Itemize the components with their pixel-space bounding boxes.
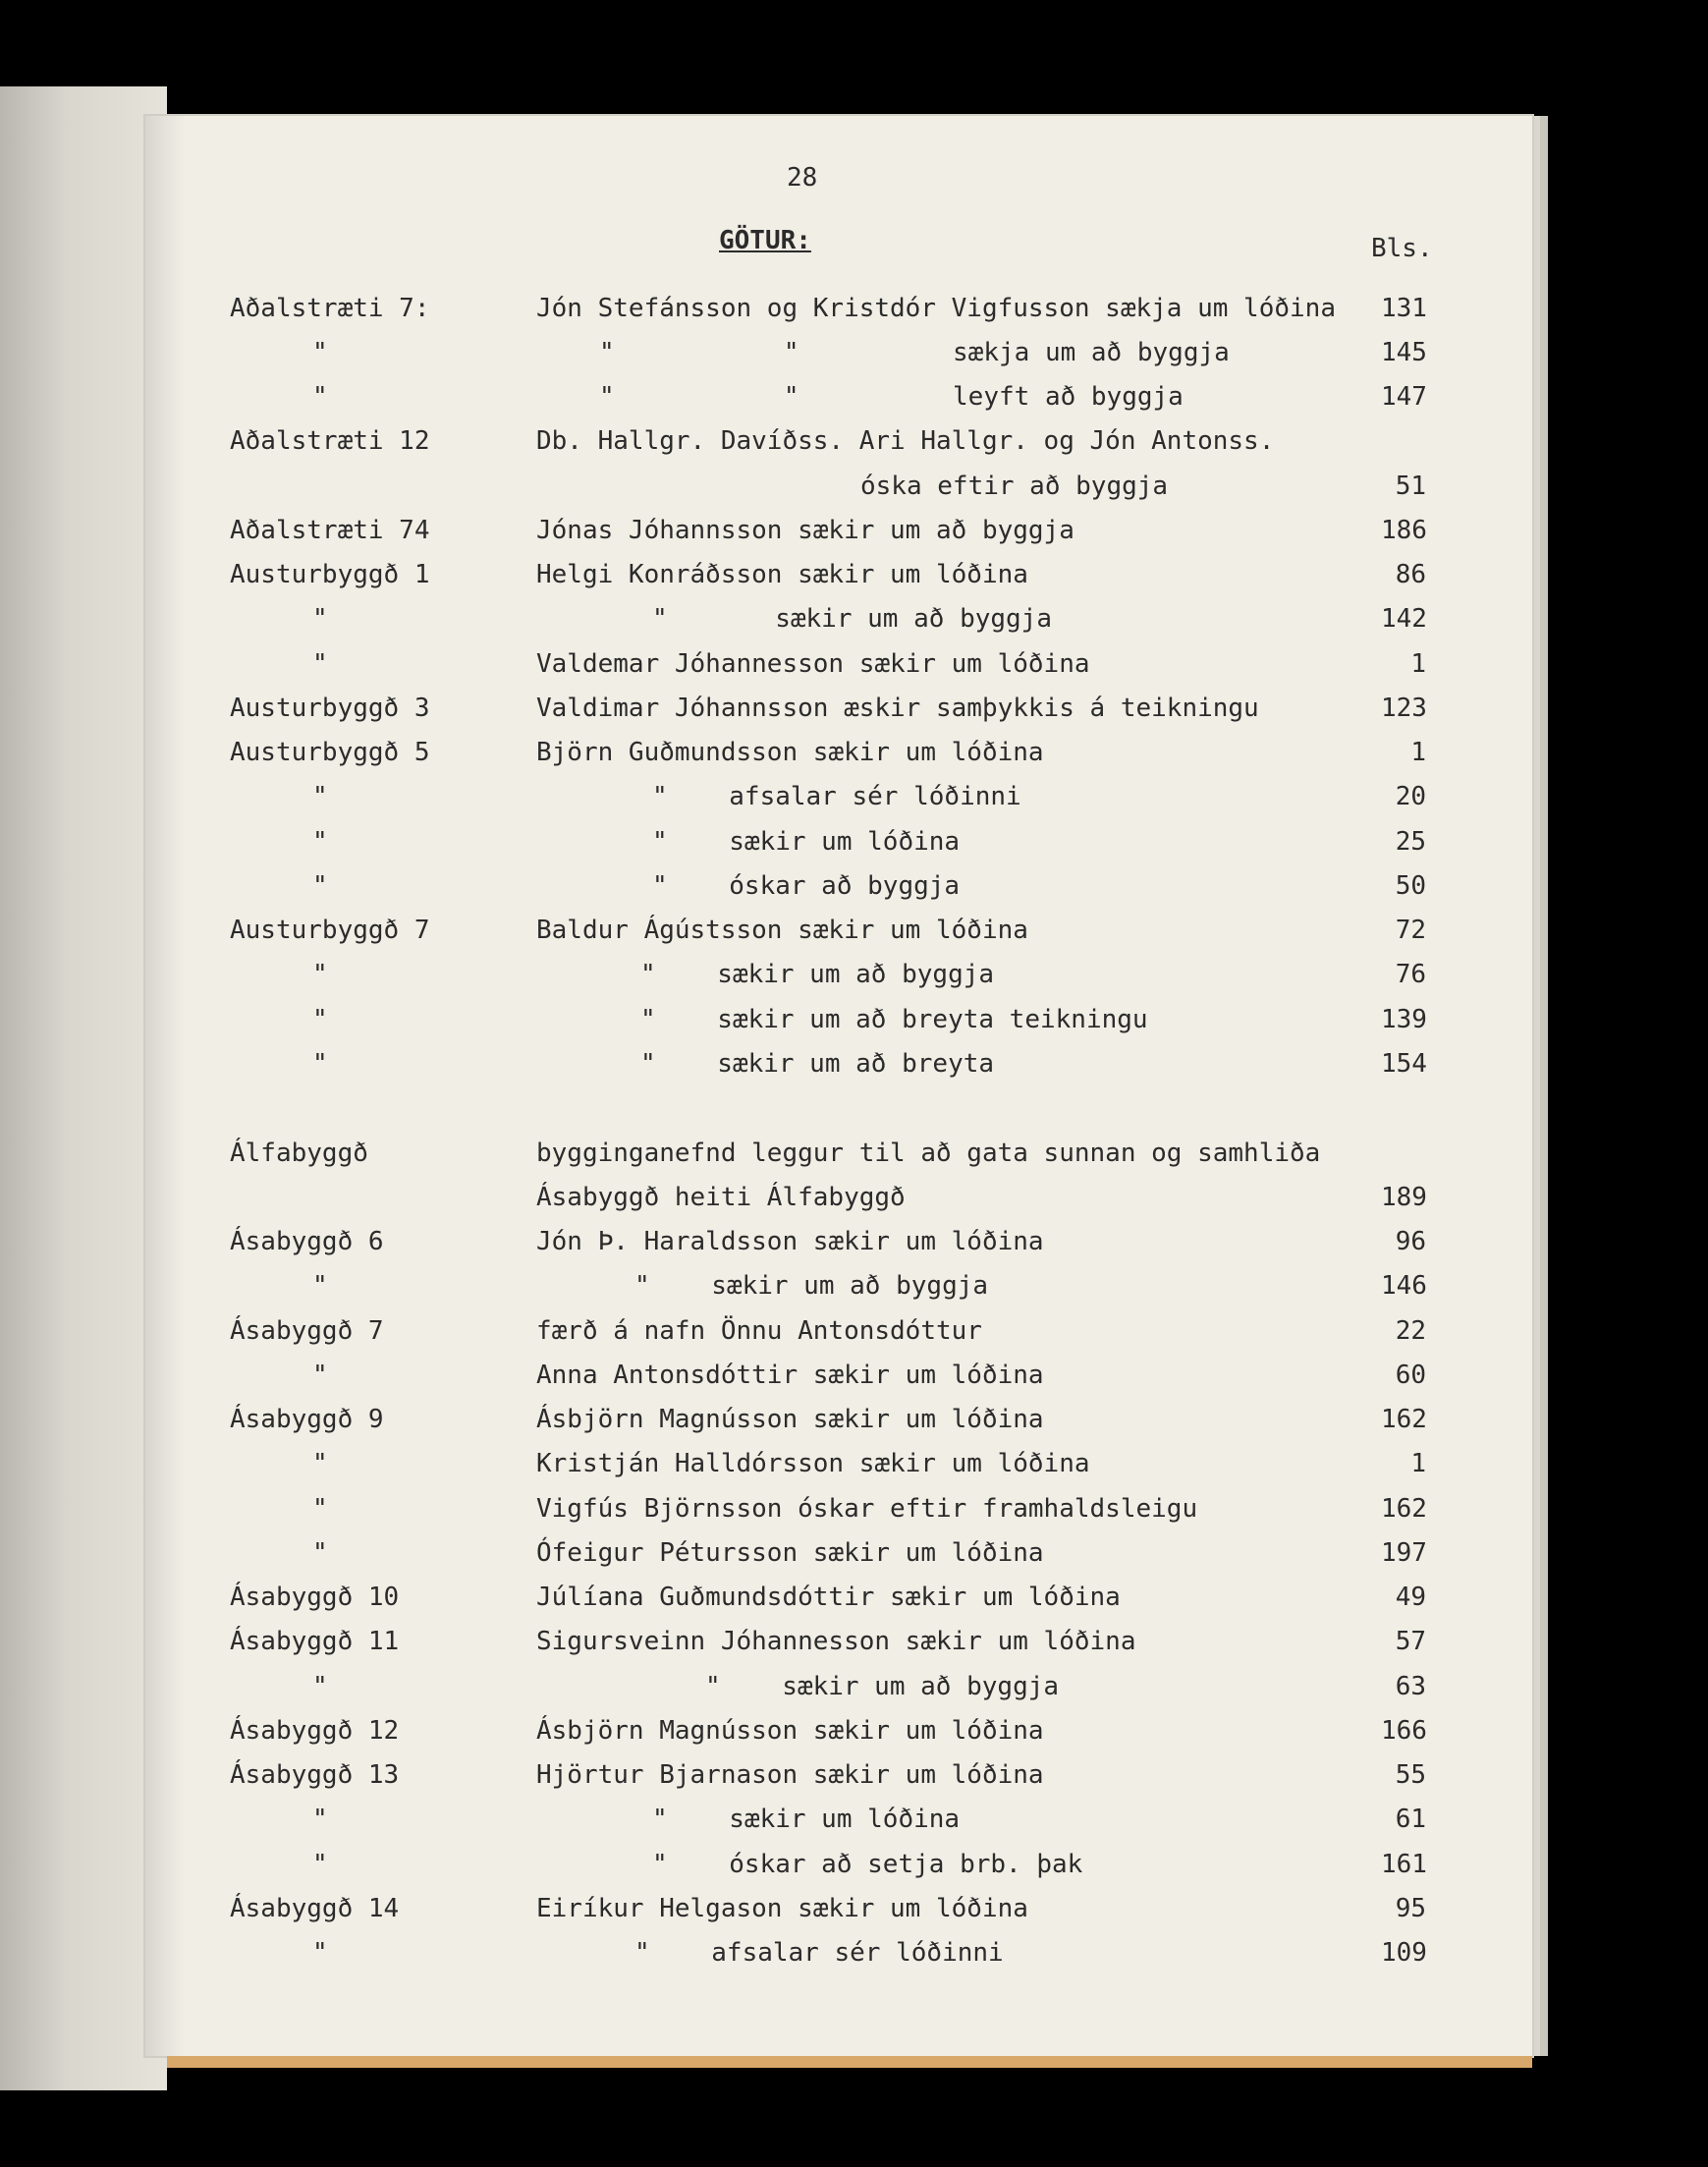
street-name: Ásabyggð 7 <box>230 1316 384 1346</box>
street-name: " <box>312 1538 328 1568</box>
page-reference: 1 <box>1410 1449 1426 1478</box>
entry-text: færð á nafn Önnu Antonsdóttur <box>536 1316 982 1346</box>
page-reference: 123 <box>1381 694 1427 723</box>
page-reference: 51 <box>1395 472 1426 501</box>
entry-text: " sækir um að byggja <box>705 1672 1060 1701</box>
entry-text: Valdimar Jóhannsson æskir samþykkis á teikningu <box>536 694 1259 723</box>
page-reference: 57 <box>1395 1627 1426 1656</box>
street-name: Austurbyggð 5 <box>230 738 430 767</box>
street-name: " <box>312 604 328 634</box>
page-reference: 142 <box>1381 604 1427 634</box>
street-name: " <box>312 1449 328 1478</box>
entry-text: " " leyft að byggja <box>599 382 1184 412</box>
page-reference: 162 <box>1381 1405 1427 1434</box>
entry-text: Baldur Ágústsson sækir um lóðina <box>536 916 1028 945</box>
entry-text: Björn Guðmundsson sækir um lóðina <box>536 738 1044 767</box>
page-reference: 55 <box>1395 1760 1426 1790</box>
entry-text: " afsalar sér lóðinni <box>634 1938 1004 1968</box>
page-reference: 189 <box>1381 1183 1427 1212</box>
page-reference: 197 <box>1381 1538 1427 1568</box>
page-reference: 86 <box>1395 560 1426 589</box>
entry-text: " sækir um að byggja <box>634 1271 989 1301</box>
page-reference: 1 <box>1410 738 1426 767</box>
page-reference: 61 <box>1395 1805 1426 1834</box>
page-reference: 139 <box>1381 1005 1427 1034</box>
entry-text: Valdemar Jóhannesson sækir um lóðina <box>536 649 1090 679</box>
entry-text: Db. Hallgr. Davíðss. Ari Hallgr. og Jón Antonss. <box>536 426 1275 456</box>
street-name: " <box>312 1938 328 1968</box>
entry-text: Kristján Halldórsson sækir um lóðina <box>536 1449 1090 1478</box>
entry-text: Anna Antonsdóttir sækir um lóðina <box>536 1361 1044 1390</box>
page-reference: 166 <box>1381 1716 1427 1746</box>
page-spine-shadow <box>145 116 185 2056</box>
street-name: " <box>312 827 328 857</box>
left-page-edge <box>0 86 167 2090</box>
street-name: Aðalstræti 7: <box>230 294 430 323</box>
page-reference: 162 <box>1381 1494 1427 1524</box>
street-name: " <box>312 649 328 679</box>
page-column-header: Bls. <box>1371 234 1433 263</box>
entry-text: Ófeigur Pétursson sækir um lóðina <box>536 1538 1044 1568</box>
page-reference: 50 <box>1395 871 1426 901</box>
entry-text: " sækir um að byggja <box>640 960 995 989</box>
page-reference: 60 <box>1395 1361 1426 1390</box>
page-reference: 109 <box>1381 1938 1427 1968</box>
page-reference: 63 <box>1395 1672 1426 1701</box>
street-name: " <box>312 782 328 811</box>
page-reference: 95 <box>1395 1894 1426 1923</box>
entry-text: Ásbjörn Magnússon sækir um lóðina <box>536 1716 1044 1746</box>
page-reference: 1 <box>1410 649 1426 679</box>
entry-text: " óskar að byggja <box>652 871 961 901</box>
street-name: Ásabyggð 10 <box>230 1583 400 1612</box>
page-reference: 20 <box>1395 782 1426 811</box>
street-name: Aðalstræti 74 <box>230 516 430 545</box>
entry-text: " sækir um lóðina <box>652 1805 961 1834</box>
page-reference: 146 <box>1381 1271 1427 1301</box>
entry-text: " sækir um að byggja <box>652 604 1052 634</box>
page-reference: 145 <box>1381 338 1427 367</box>
entry-text: " sækir um lóðina <box>652 827 961 857</box>
entry-text: Jón Stefánsson og Kristdór Vigfusson sækja um lóðina <box>536 294 1336 323</box>
entry-text: Ásabyggð heiti Álfabyggð <box>536 1183 906 1212</box>
entry-text: Hjörtur Bjarnason sækir um lóðina <box>536 1760 1044 1790</box>
entry-text: Jónas Jóhannsson sækir um að byggja <box>536 516 1074 545</box>
page-reference: 76 <box>1395 960 1426 989</box>
page-reference: 186 <box>1381 516 1427 545</box>
entry-text: " " sækja um að byggja <box>599 338 1230 367</box>
street-name: " <box>312 871 328 901</box>
entry-text: Ásbjörn Magnússon sækir um lóðina <box>536 1405 1044 1434</box>
street-name: " <box>312 1271 328 1301</box>
page-reference: 131 <box>1381 294 1427 323</box>
street-name: Ásabyggð 6 <box>230 1227 384 1256</box>
entry-text: " sækir um að breyta teikningu <box>640 1005 1148 1034</box>
page-reference: 72 <box>1395 916 1426 945</box>
entry-text: " afsalar sér lóðinni <box>652 782 1021 811</box>
street-name: Austurbyggð 3 <box>230 694 430 723</box>
page-number: 28 <box>787 163 818 193</box>
page-reference: 96 <box>1395 1227 1426 1256</box>
entry-text: Júlíana Guðmundsdóttir sækir um lóðina <box>536 1583 1121 1612</box>
street-name: Austurbyggð 7 <box>230 916 430 945</box>
page-reference: 161 <box>1381 1850 1427 1879</box>
street-name: Ásabyggð 14 <box>230 1894 400 1923</box>
street-name: Ásabyggð 11 <box>230 1627 400 1656</box>
page-reference: 22 <box>1395 1316 1426 1346</box>
street-name: " <box>312 1049 328 1079</box>
street-name: " <box>312 382 328 412</box>
street-name: " <box>312 338 328 367</box>
entry-text: Sigursveinn Jóhannesson sækir um lóðina <box>536 1627 1136 1656</box>
page-reference: 154 <box>1381 1049 1427 1079</box>
entry-text: óska eftir að byggja <box>860 472 1169 501</box>
entry-text: " sækir um að breyta <box>640 1049 995 1079</box>
entry-text: Helgi Konráðsson sækir um lóðina <box>536 560 1028 589</box>
street-name: Aðalstræti 12 <box>230 426 430 456</box>
street-name: Ásabyggð 9 <box>230 1405 384 1434</box>
street-name: " <box>312 1850 328 1879</box>
street-name: " <box>312 1672 328 1701</box>
entry-text: Eiríkur Helgason sækir um lóðina <box>536 1894 1028 1923</box>
cover-edge <box>167 2056 1532 2068</box>
entry-text: Vigfús Björnsson óskar eftir framhaldsleigu <box>536 1494 1198 1524</box>
page-reference: 25 <box>1395 827 1426 857</box>
entry-text: " óskar að setja brb. þak <box>652 1850 1083 1879</box>
street-name: Álfabyggð <box>230 1139 368 1168</box>
street-name: Ásabyggð 13 <box>230 1760 400 1790</box>
street-name: " <box>312 1494 328 1524</box>
street-name: " <box>312 1361 328 1390</box>
section-title: GÖTUR: <box>719 226 811 255</box>
street-name: " <box>312 1805 328 1834</box>
entry-text: Jón Þ. Haraldsson sækir um lóðina <box>536 1227 1044 1256</box>
street-name: " <box>312 1005 328 1034</box>
page-reference: 147 <box>1381 382 1427 412</box>
street-name: " <box>312 960 328 989</box>
street-name: Austurbyggð 1 <box>230 560 430 589</box>
entry-text: bygginganefnd leggur til að gata sunnan og samhliða <box>536 1139 1321 1168</box>
street-name: Ásabyggð 12 <box>230 1716 400 1746</box>
page-reference: 49 <box>1395 1583 1426 1612</box>
